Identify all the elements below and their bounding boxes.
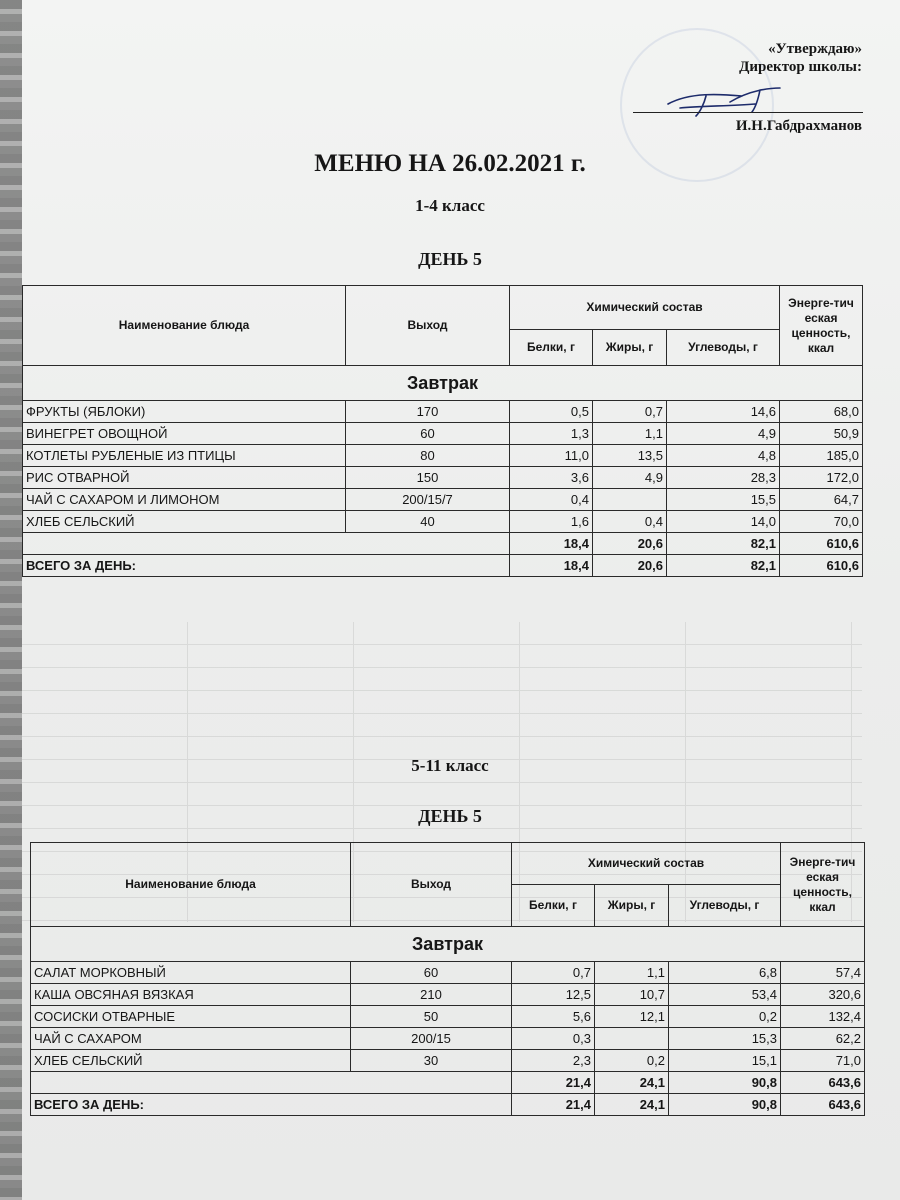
director-signature xyxy=(660,82,810,122)
scan-edge-shadow xyxy=(0,0,22,1200)
dish-fat: 0,4 xyxy=(593,511,667,533)
table-row xyxy=(31,1050,865,1072)
dish-carbs: 4,9 xyxy=(667,423,780,445)
dish-fat: 0,2 xyxy=(595,1050,669,1072)
menu-table-5-11 xyxy=(30,842,865,1116)
dish-energy: 71,0 xyxy=(781,1050,865,1072)
total-energy: 643,6 xyxy=(781,1094,865,1116)
subtotal-fat: 20,6 xyxy=(593,533,667,555)
dish-name: ЧАЙ С САХАРОМ И ЛИМОНОМ xyxy=(23,489,346,511)
dish-output: 80 xyxy=(346,445,510,467)
subtotal-carbs: 90,8 xyxy=(669,1072,781,1094)
header-protein: Белки, г xyxy=(510,330,593,366)
dish-rows xyxy=(23,401,863,533)
dish-protein: 11,0 xyxy=(510,445,593,467)
subtotal-fat: 24,1 xyxy=(595,1072,669,1094)
dish-fat: 1,1 xyxy=(593,423,667,445)
dish-fat: 10,7 xyxy=(595,984,669,1006)
signature-line xyxy=(633,112,863,113)
dish-energy: 68,0 xyxy=(780,401,863,423)
header-dish-name: Наименование блюда xyxy=(23,286,346,366)
total-label: ВСЕГО ЗА ДЕНЬ: xyxy=(31,1094,512,1116)
table-row xyxy=(31,1028,865,1050)
dish-protein: 0,5 xyxy=(510,401,593,423)
dish-protein: 0,3 xyxy=(512,1028,595,1050)
header-energy: Энерге-тич еская ценность, ккал xyxy=(781,843,865,927)
dish-protein: 1,6 xyxy=(510,511,593,533)
dish-output: 60 xyxy=(346,423,510,445)
dish-name: ВИНЕГРЕТ ОВОЩНОЙ xyxy=(23,423,346,445)
dish-name: ХЛЕБ СЕЛЬСКИЙ xyxy=(31,1050,351,1072)
total-energy: 610,6 xyxy=(780,555,863,577)
total-fat: 24,1 xyxy=(595,1094,669,1116)
meal-label: Завтрак xyxy=(31,927,865,962)
table-row xyxy=(23,401,863,423)
header-energy: Энерге-тич еская ценность, ккал xyxy=(780,286,863,366)
dish-carbs: 15,1 xyxy=(669,1050,781,1072)
dish-output: 60 xyxy=(351,962,512,984)
total-protein: 18,4 xyxy=(510,555,593,577)
dish-energy: 64,7 xyxy=(780,489,863,511)
dish-energy: 132,4 xyxy=(781,1006,865,1028)
dish-name: ХЛЕБ СЕЛЬСКИЙ xyxy=(23,511,346,533)
header-fat: Жиры, г xyxy=(595,885,669,927)
dish-protein: 5,6 xyxy=(512,1006,595,1028)
dish-energy: 70,0 xyxy=(780,511,863,533)
subtotal-label-cell xyxy=(31,1072,512,1094)
dish-output: 30 xyxy=(351,1050,512,1072)
dish-output: 200/15 xyxy=(351,1028,512,1050)
class-label-1: 1-4 класс xyxy=(415,196,485,215)
dish-fat: 12,1 xyxy=(595,1006,669,1028)
header-output: Выход xyxy=(346,286,510,366)
dish-energy: 57,4 xyxy=(781,962,865,984)
dish-rows xyxy=(31,962,865,1072)
header-dish-name: Наименование блюда xyxy=(31,843,351,927)
dish-carbs: 14,0 xyxy=(667,511,780,533)
dish-name: ЧАЙ С САХАРОМ xyxy=(31,1028,351,1050)
dish-carbs: 6,8 xyxy=(669,962,781,984)
dish-protein: 0,7 xyxy=(512,962,595,984)
table-row xyxy=(23,467,863,489)
dish-name: САЛАТ МОРКОВНЫЙ xyxy=(31,962,351,984)
dish-protein: 12,5 xyxy=(512,984,595,1006)
header-chemical-composition: Химический состав xyxy=(512,843,781,885)
dish-fat: 13,5 xyxy=(593,445,667,467)
approve-label: «Утверждаю» xyxy=(768,41,862,57)
subtotal-protein: 18,4 xyxy=(510,533,593,555)
table-row xyxy=(23,423,863,445)
dish-protein: 1,3 xyxy=(510,423,593,445)
dish-fat xyxy=(595,1028,669,1050)
header-carbs: Углеводы, г xyxy=(667,330,780,366)
dish-carbs: 53,4 xyxy=(669,984,781,1006)
dish-carbs: 15,3 xyxy=(669,1028,781,1050)
dish-name: РИС ОТВАРНОЙ xyxy=(23,467,346,489)
meal-label: Завтрак xyxy=(23,366,863,401)
dish-energy: 50,9 xyxy=(780,423,863,445)
subtotal-energy: 643,6 xyxy=(781,1072,865,1094)
subtotal-carbs: 82,1 xyxy=(667,533,780,555)
dish-carbs: 14,6 xyxy=(667,401,780,423)
dish-name: ФРУКТЫ (ЯБЛОКИ) xyxy=(23,401,346,423)
dish-protein: 3,6 xyxy=(510,467,593,489)
total-protein: 21,4 xyxy=(512,1094,595,1116)
dish-name: СОСИСКИ ОТВАРНЫЕ xyxy=(31,1006,351,1028)
header-output: Выход xyxy=(351,843,512,927)
header-chemical-composition: Химический состав xyxy=(510,286,780,330)
dish-output: 40 xyxy=(346,511,510,533)
total-carbs: 82,1 xyxy=(667,555,780,577)
dish-energy: 320,6 xyxy=(781,984,865,1006)
dish-output: 50 xyxy=(351,1006,512,1028)
dish-energy: 172,0 xyxy=(780,467,863,489)
dish-name: КОТЛЕТЫ РУБЛЕНЫЕ ИЗ ПТИЦЫ xyxy=(23,445,346,467)
total-carbs: 90,8 xyxy=(669,1094,781,1116)
dish-fat xyxy=(593,489,667,511)
dish-carbs: 0,2 xyxy=(669,1006,781,1028)
dish-protein: 0,4 xyxy=(510,489,593,511)
subtotal-label-cell xyxy=(23,533,510,555)
day-label-2: ДЕНЬ 5 xyxy=(418,806,482,826)
dish-output: 200/15/7 xyxy=(346,489,510,511)
dish-output: 170 xyxy=(346,401,510,423)
header-carbs: Углеводы, г xyxy=(669,885,781,927)
approval-block xyxy=(739,40,862,76)
dish-carbs: 28,3 xyxy=(667,467,780,489)
class-label-2: 5-11 класс xyxy=(411,756,489,775)
page-title: МЕНЮ НА 26.02.2021 г. xyxy=(314,150,586,177)
dish-energy: 185,0 xyxy=(780,445,863,467)
dish-carbs: 15,5 xyxy=(667,489,780,511)
table-row xyxy=(23,445,863,467)
subtotal-energy: 610,6 xyxy=(780,533,863,555)
table-row xyxy=(23,511,863,533)
menu-table-1-4 xyxy=(22,285,863,577)
dish-fat: 0,7 xyxy=(593,401,667,423)
dish-fat: 4,9 xyxy=(593,467,667,489)
dish-output: 210 xyxy=(351,984,512,1006)
header-fat: Жиры, г xyxy=(593,330,667,366)
total-fat: 20,6 xyxy=(593,555,667,577)
dish-output: 150 xyxy=(346,467,510,489)
director-name: И.Н.Габдрахманов xyxy=(735,118,862,134)
dish-fat: 1,1 xyxy=(595,962,669,984)
dish-name: КАША ОВСЯНАЯ ВЯЗКАЯ xyxy=(31,984,351,1006)
table-row xyxy=(31,962,865,984)
dish-carbs: 4,8 xyxy=(667,445,780,467)
day-label-1: ДЕНЬ 5 xyxy=(418,249,482,269)
director-label: Директор школы: xyxy=(739,59,862,75)
subtotal-protein: 21,4 xyxy=(512,1072,595,1094)
dish-energy: 62,2 xyxy=(781,1028,865,1050)
table-row xyxy=(31,984,865,1006)
table-row xyxy=(31,1006,865,1028)
header-protein: Белки, г xyxy=(512,885,595,927)
total-label: ВСЕГО ЗА ДЕНЬ: xyxy=(23,555,510,577)
table-row xyxy=(23,489,863,511)
dish-protein: 2,3 xyxy=(512,1050,595,1072)
